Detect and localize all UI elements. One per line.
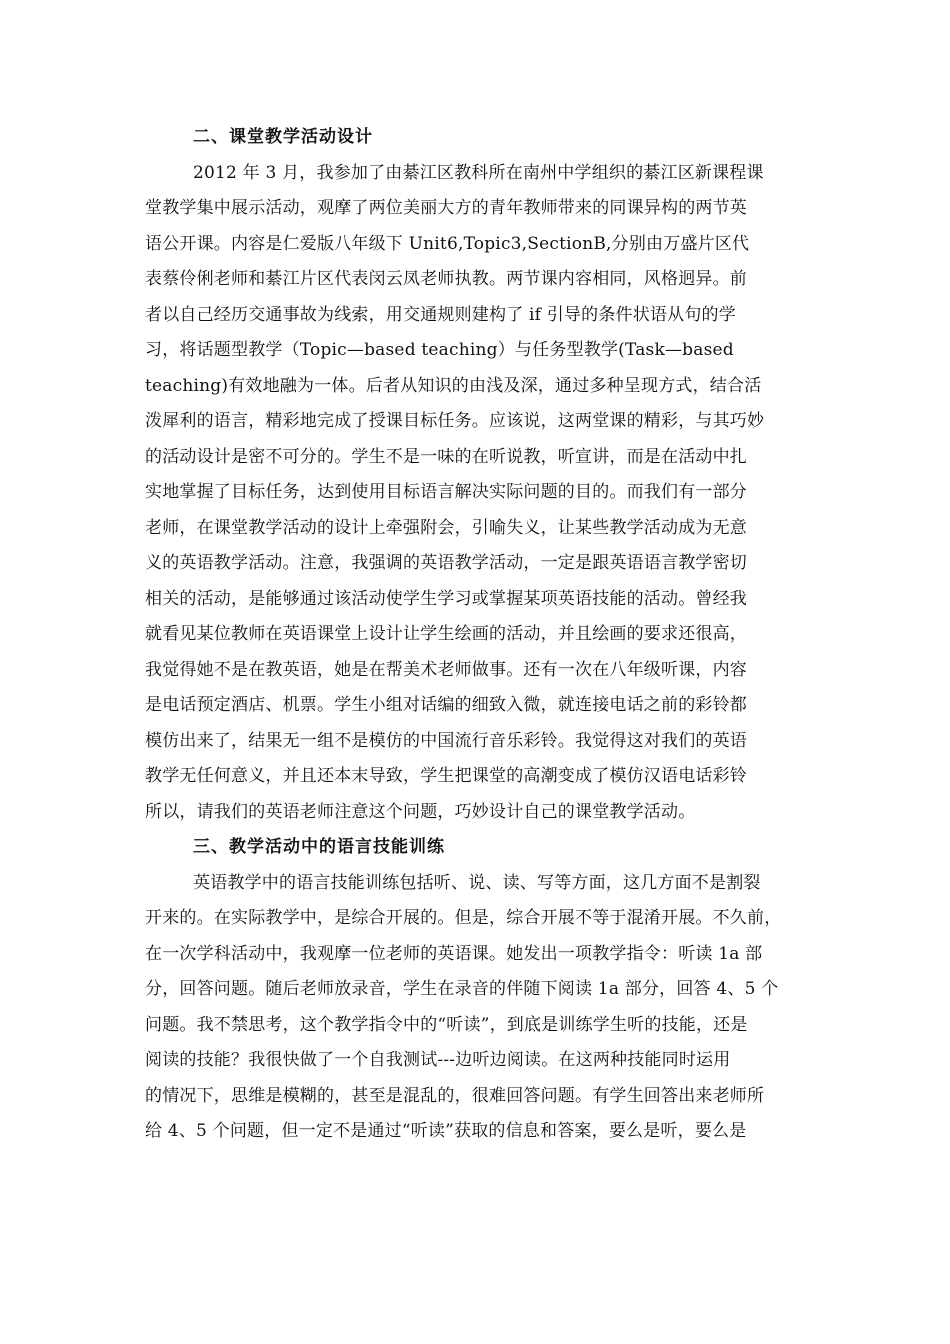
paragraph-line: 的情况下，思维是模糊的，甚至是混乱的，很难回答问题。有学生回答出来老师所	[145, 1085, 765, 1106]
paragraph-line: 我觉得她不是在教英语，她是在帮美术老师做事。还有一次在八年级听课，内容	[145, 659, 747, 680]
paragraph-line: 者以自己经历交通事故为线索，用交通规则建构了 if 引导的条件状语从句的学	[145, 304, 736, 325]
paragraph-line: 语公开课。内容是仁爱版八年级下 Unit6,Topic3,SectionB,分别由万盛片区代	[145, 233, 750, 254]
paragraph-line: 习，将话题型教学（Topic—based teaching）与任务型教学(Task—based	[145, 340, 734, 360]
paragraph-line: 实地掌握了目标任务，达到使用目标语言解决实际问题的目的。而我们有一部分	[145, 482, 747, 502]
paragraph-line: 开来的。在实际教学中，是综合开展的。但是，综合开展不等于混淆开展。不久前，	[145, 908, 782, 928]
paragraph-line: 堂教学集中展示活动，观摩了两位美丽大方的青年教师带来的同课异构的两节英	[145, 198, 747, 218]
paragraph-line: 2012 年 3 月，我参加了由綦江区教科所在南州中学组织的綦江区新课程课	[193, 162, 764, 183]
paragraph-line: 阅读的技能？我很快做了一个自我测试---边听边阅读。在这两种技能同时运用	[145, 1050, 731, 1070]
paragraph-line: 分，回答问题。随后老师放录音，学生在录音的伴随下阅读 1a 部分，回答 4、5 个	[145, 979, 779, 999]
paragraph-line: 问题。我不禁思考，这个教学指令中的“听读”，到底是训练学生听的技能，还是	[145, 1014, 748, 1035]
paragraph-line: 泼犀利的语言，精彩地完成了授课目标任务。应该说，这两堂课的精彩，与其巧妙	[145, 411, 765, 431]
paragraph-line: 的活动设计是密不可分的。学生不是一味的在听说教，听宣讲，而是在活动中扎	[145, 446, 747, 467]
document-body	[145, 120, 810, 1150]
paragraph-line: 模仿出来了，结果无一组不是模仿的中国流行音乐彩铃。我觉得这对我们的英语	[145, 730, 747, 751]
paragraph-line: 就看见某位教师在英语课堂上设计让学生绘画的活动，并且绘画的要求还很高，	[145, 624, 747, 644]
paragraph-line: 英语教学中的语言技能训练包括听、说、读、写等方面，这几方面不是割裂	[193, 872, 761, 893]
paragraph-line: teaching)有效地融为一体。后者从知识的由浅及深，通过多种呈现方式，结合活	[145, 375, 762, 396]
paragraph-line: 表蔡伶俐老师和綦江片区代表闵云凤老师执教。两节课内容相同，风格迥异。前	[145, 269, 747, 289]
paragraph-line: 相关的活动，是能够通过该活动使学生学习或掌握某项英语技能的活动。曾经我	[145, 588, 747, 609]
section-heading: 三、教学活动中的语言技能训练	[193, 837, 445, 857]
paragraph-line: 老师，在课堂教学活动的设计上牵强附会，引喻失义，让某些教学活动成为无意	[145, 517, 747, 538]
paragraph-line: 是电话预定酒店、机票。学生小组对话编的细致入微，就连接电话之前的彩铃都	[145, 695, 747, 715]
section-heading: 二、课堂教学活动设计	[193, 127, 373, 147]
paragraph-line: 义的英语教学活动。注意，我强调的英语教学活动，一定是跟英语语言教学密切	[145, 553, 747, 573]
paragraph-line: 给 4、5 个问题，但一定不是通过“听读”获取的信息和答案，要么是听，要么是	[145, 1121, 747, 1141]
paragraph-line: 所以，请我们的英语老师注意这个问题，巧妙设计自己的课堂教学活动。	[145, 801, 696, 822]
paragraph-line: 在一次学科活动中，我观摩一位老师的英语课。她发出一项教学指令：听读 1a 部	[145, 943, 763, 964]
paragraph-line: 教学无任何意义，并且还本末导致，学生把课堂的高潮变成了模仿汉语电话彩铃	[145, 766, 747, 786]
